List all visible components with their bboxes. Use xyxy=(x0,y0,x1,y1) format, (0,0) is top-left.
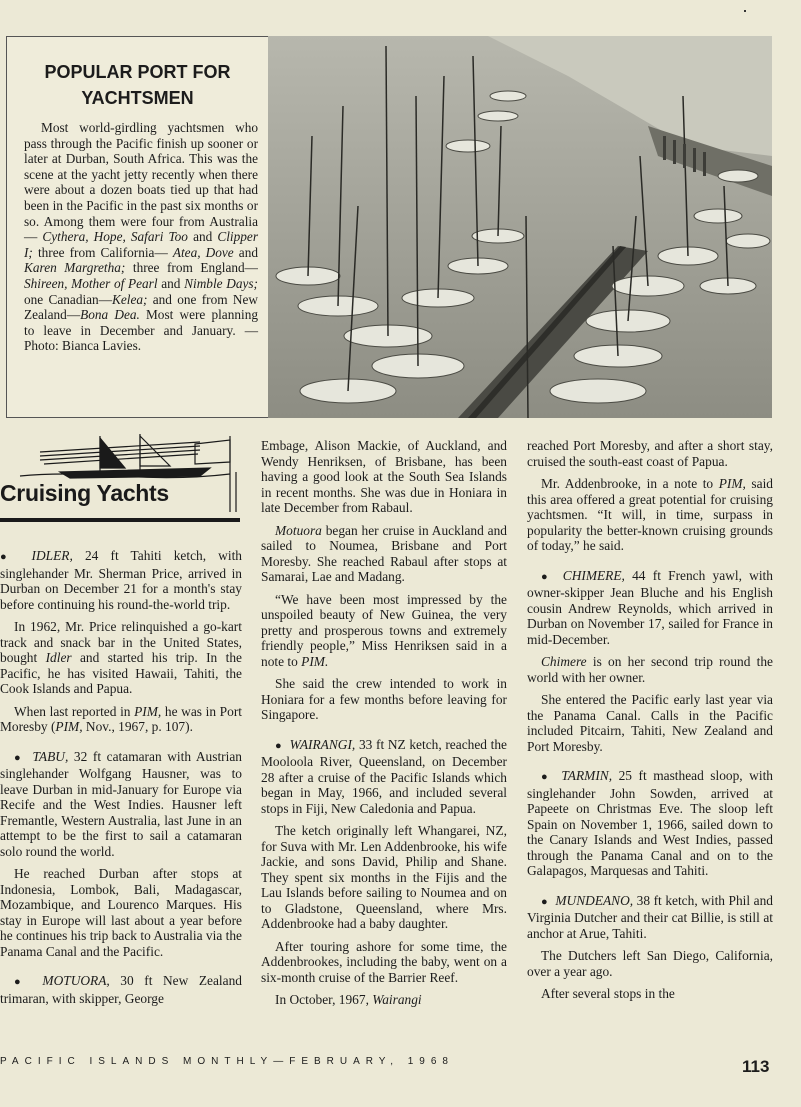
paragraph: When last reported in PIM, he was in Port Moresby (PIM, Nov., 1967, p. 107). xyxy=(0,703,242,734)
entry-chimere: ● CHIMERE, 44 ft French yawl, with owner-skipper Jean Bluche and his English cousin Andrew Reynolds, which arrived in Durban on November 17, sailed for France in mid-December. xyxy=(527,567,773,647)
feature-title-line1: POPULAR PORT FOR xyxy=(44,62,231,82)
paragraph: The ketch originally left Whangarei, NZ, for Suva with Mr. Len Addenbrooke, his wife Jackie, and sons David, Philip and Shane. They spent six months in the Fijis and the Lau Islands before sailing to Noumea and on to Gladstone, Queensland, where Mrs. Addenbrooke had a baby daughter. xyxy=(261,823,507,931)
feature-caption: Most world-girdling yachtsmen who pass through the Pacific finish up sooner or later at Durban, South Africa. This was the scene at the yacht jetty recently when there were about a dozen boats tied up that had been in the Pacific in the past six months or so. Among them were four from Australia — Cythera, Hope, Safari Too and Clipper I; three from California— Atea, Dove and Karen Margretha; three from England—Shireen, Mother of Pearl and Nimble Days; one Canadian—Kelea; and one from New Zealand—Bona Dea. Most were planning to leave in December and January. — Photo: Bianca Lavies. xyxy=(24,120,258,354)
column-1 xyxy=(0,548,242,1013)
entry-tabu: ● TABU, 32 ft catamaran with Austrian singlehander Wolfgang Hausner, was to leave Durban in mid-January for Europe via Recife and the West Indies. Hausner left Fremantle, Western Australia, last June in an attempt to be the first to sail a catamaran solo round the world. xyxy=(0,748,242,859)
feature-title xyxy=(7,59,268,111)
bullet-icon: ● xyxy=(541,895,548,908)
paragraph: After touring ashore for some time, the Addenbrookes, including the baby, went on a six-month cruise of the Barrier Reef. xyxy=(261,938,507,985)
paragraph: She said the crew intended to work in Honiara for a few months before leaving for Singapore. xyxy=(261,676,507,722)
paragraph: He reached Durban after stops at Indonesia, Lombok, Bali, Madagascar, Mozambique, and Lourenco Marques. His stay in Europe will last about a year before he continues his trip back to Australia via the Panama Canal and the Pacific. xyxy=(0,866,242,959)
bullet-icon: ● xyxy=(14,976,28,988)
paragraph: Embage, Alison Mackie, of Auckland, and Wendy Henriksen, of Brisbane, has been having a good look at the South Sea Islands in recent months. She was due in Honiara in late December from Rabaul. xyxy=(261,438,507,515)
feature-title-line2: YACHTSMEN xyxy=(81,88,194,108)
paragraph: Chimere is on her second trip round the world with her owner. xyxy=(527,654,773,685)
paragraph: Motuora began her cruise in Auckland and sailed to Noumea, Brisbane and Port Moresby. She reached Rabaul after stops at Samarai, Lae and Madang. xyxy=(261,522,507,584)
entry-motuora: ● MOTUORA, 30 ft New Zealand trimaran, with skipper, George xyxy=(0,973,242,1006)
bullet-icon: ● xyxy=(275,739,282,752)
bullet-icon: ● xyxy=(14,751,23,764)
paragraph: After several stops in the xyxy=(541,986,675,1001)
bullet-icon: ● xyxy=(541,771,551,783)
entry-mundeano: ● MUNDEANO, 38 ft ketch, with Phil and Virginia Dutcher and their cat Billie, is still at anchor at Arue, Tahiti. xyxy=(527,892,773,941)
paragraph: The Dutchers left San Diego, California, over a year ago. xyxy=(527,948,773,979)
entry-wairangi: ● WAIRANGI, 33 ft NZ ketch, reached the Mooloola River, Queensland, on December 28 after a cruise of the Pacific Islands which began in May, 1966, and included several stops in Fiji, New Caledonia and Papua. xyxy=(261,736,507,816)
print-speck xyxy=(744,10,746,12)
column-2 xyxy=(261,438,507,1015)
entry-idler: ● IDLER, 24 ft Tahiti ketch, with singlehander Mr. Sherman Price, arrived in Durban on December 21 for a month's stay before continuing his round-the-world trip. xyxy=(0,548,242,612)
entry-tarmin: ● TARMIN, 25 ft masthead sloop, with singlehander John Sowden, arrived at Papeete on Christmas Eve. The sloop left Spain on November 1, 1966, sailed down to the Canary Islands and West Indies, passed through the Panama Canal and on to the Galapagos, Marquesas and Tahiti. xyxy=(527,768,773,878)
page-footer: PACIFIC ISLANDS MONTHLY—FEBRUARY, 1968 xyxy=(0,1056,454,1067)
paragraph: Mr. Addenbrooke, in a note to PIM, said this area offered a great potential for cruising yachtsmen. “It will, in time, surpass in popularity the better-known cruising grounds of today,” he said. xyxy=(527,476,773,553)
column-3 xyxy=(527,438,773,1009)
section-heading: Cruising Yachts xyxy=(0,480,169,506)
bullet-icon: ● xyxy=(541,570,552,583)
section-rule xyxy=(0,518,240,522)
page-number: 113 xyxy=(742,1057,770,1076)
feature-box xyxy=(6,36,268,418)
paragraph: reached Port Moresby, and after a short stay, cruised the south-east coast of Papua. xyxy=(527,438,773,469)
paragraph: “We have been most impressed by the unspoiled beauty of New Guinea, the very pretty and prosperous towns and extremely friendly people,” Miss Henriksen said in a note to PIM. xyxy=(261,591,507,669)
paragraph: She entered the Pacific early last year via the Panama Canal. Calls in the Pacific included Pitcairn, Tahiti, New Zealand and Port Moresby. xyxy=(527,692,773,754)
paragraph: In October, 1967, Wairangi xyxy=(275,992,422,1007)
marina-photo xyxy=(268,36,772,418)
paragraph: In 1962, Mr. Price relinquished a go-kart track and snack bar in the United States, bought Idler and started his trip. In the Pacific, he has visited Hawaii, Tahiti, the Cook Islands and Papua. xyxy=(0,619,242,696)
marina-photo-illustration xyxy=(268,36,772,418)
bullet-icon: ● xyxy=(0,551,16,563)
